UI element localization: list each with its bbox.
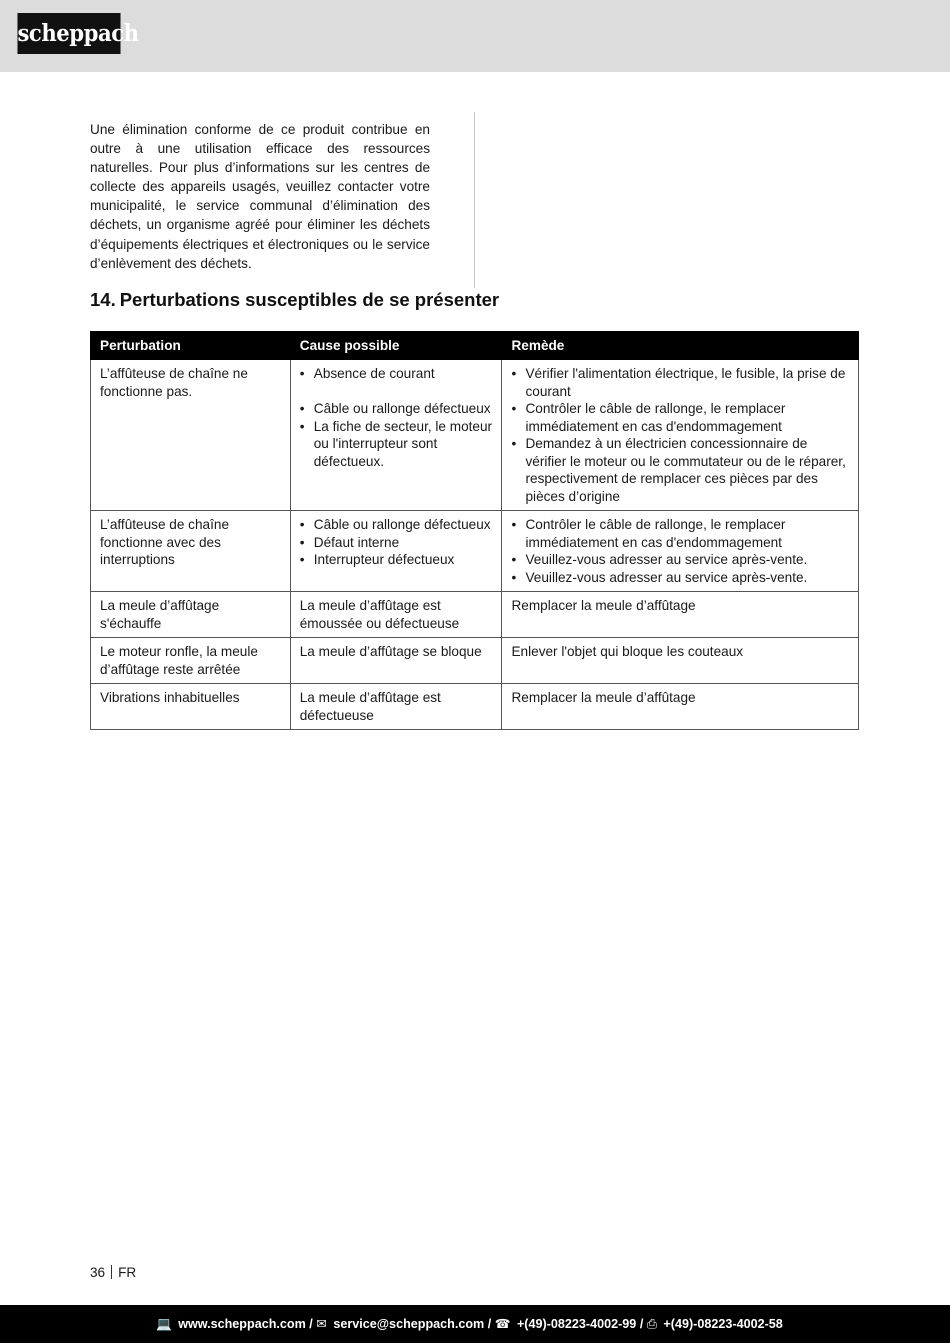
header-remedy: Remède (502, 332, 859, 360)
section-number: 14. (90, 289, 116, 310)
phone-number: +(49)-08223-4002-99 (516, 1317, 637, 1331)
email-link[interactable]: service@scheppach.com (333, 1317, 485, 1331)
intro-paragraph: Une élimination conforme de ce produit contribue en outre à une utilisation efficace des ressources naturelles. Pour plus d’informations sur les centres de collecte des appareils usagés, veuillez contacter votre municipalité, le service communal d’élimination des déchets, un organisme agréé pour éliminer les déchets d’équipements électriques et électroniques ou le service d’enlèvement des déchets. (90, 122, 430, 271)
header-cause: Cause possible (290, 332, 502, 360)
cause-cell (290, 511, 502, 592)
mail-icon: ✉ (316, 1317, 327, 1331)
perturbation-cell: L’affûteuse de chaîne fonctionne avec des interruptions (91, 511, 291, 592)
contact-footer (0, 1305, 950, 1343)
perturbation-cell: L’affûteuse de chaîne ne fonctionne pas. (91, 360, 291, 511)
remedy-cell: Enlever l'objet qui bloque les couteaux (502, 638, 859, 684)
header-band (0, 0, 950, 72)
list-item: • Défaut interne (300, 534, 494, 552)
fax-icon: ⎙ (646, 1317, 657, 1331)
list-item: • Câble ou rallonge défectueux (300, 516, 494, 534)
page-footer-number (90, 1264, 136, 1282)
remedy-cell (502, 360, 859, 511)
scheppach-logo: scheppach (17, 13, 120, 54)
cause-cell (290, 360, 502, 511)
fax-number: +(49)-08223-4002-58 (663, 1317, 783, 1331)
cause-cell: La meule d’affûtage est émoussée ou défectueuse (290, 592, 502, 638)
footer-separator: / (639, 1317, 644, 1331)
troubleshooting-table (90, 331, 859, 730)
list-item: • Demandez à un électricien concessionnaire de vérifier le moteur ou le commutateur ou de le réparer, respectivement de remplacer ces pièces par des pièces d’origine (511, 435, 850, 505)
list-item: • Absence de courant (300, 365, 494, 383)
perturbation-cell: Vibrations inhabituelles (91, 684, 291, 730)
table-row (91, 511, 859, 592)
page-number: 36 (90, 1265, 106, 1280)
header-perturbation: Perturbation (91, 332, 291, 360)
list-item: • Contrôler le câble de rallonge, le remplacer immédiatement en cas d'endommagement (511, 400, 850, 435)
table-row (91, 592, 859, 638)
remedy-cell: Remplacer la meule d’affûtage (502, 592, 859, 638)
column-divider (474, 112, 475, 288)
remedy-cell (502, 511, 859, 592)
section-heading (90, 287, 499, 313)
website-link[interactable]: www.scheppach.com (178, 1317, 306, 1331)
table-header-row (91, 332, 859, 360)
page-number-divider (111, 1265, 112, 1279)
section-title: Perturbations susceptibles de se présenter (119, 289, 500, 310)
cause-cell: La meule d’affûtage se bloque (290, 638, 502, 684)
cause-cell: La meule d’affûtage est défectueuse (290, 684, 502, 730)
table-row (91, 360, 859, 511)
perturbation-cell: Le moteur ronfle, la meule d’affûtage reste arrêtée (91, 638, 291, 684)
page-language: FR (118, 1265, 137, 1280)
list-item: • Veuillez-vous adresser au service après-vente. (511, 569, 850, 587)
table-row (91, 684, 859, 730)
list-item: • La fiche de secteur, le moteur ou l'interrupteur sont défectueux. (300, 418, 494, 471)
footer-separator: / (487, 1317, 492, 1331)
table-row (91, 638, 859, 684)
perturbation-cell: La meule d’affûtage s'échauffe (91, 592, 291, 638)
list-item: • Veuillez-vous adresser au service après-vente. (511, 551, 850, 569)
list-item: • Interrupteur défectueux (300, 551, 494, 569)
remedy-cell: Remplacer la meule d’affûtage (502, 684, 859, 730)
phone-icon: ☎ (494, 1317, 511, 1331)
laptop-icon: 💻 (156, 1317, 172, 1331)
list-item: • Câble ou rallonge défectueux (300, 400, 494, 418)
list-item: • Vérifier l'alimentation électrique, le fusible, la prise de courant (511, 365, 850, 400)
footer-separator: / (309, 1317, 313, 1331)
list-item: • Contrôler le câble de rallonge, le remplacer immédiatement en cas d'endommagement (511, 516, 850, 551)
